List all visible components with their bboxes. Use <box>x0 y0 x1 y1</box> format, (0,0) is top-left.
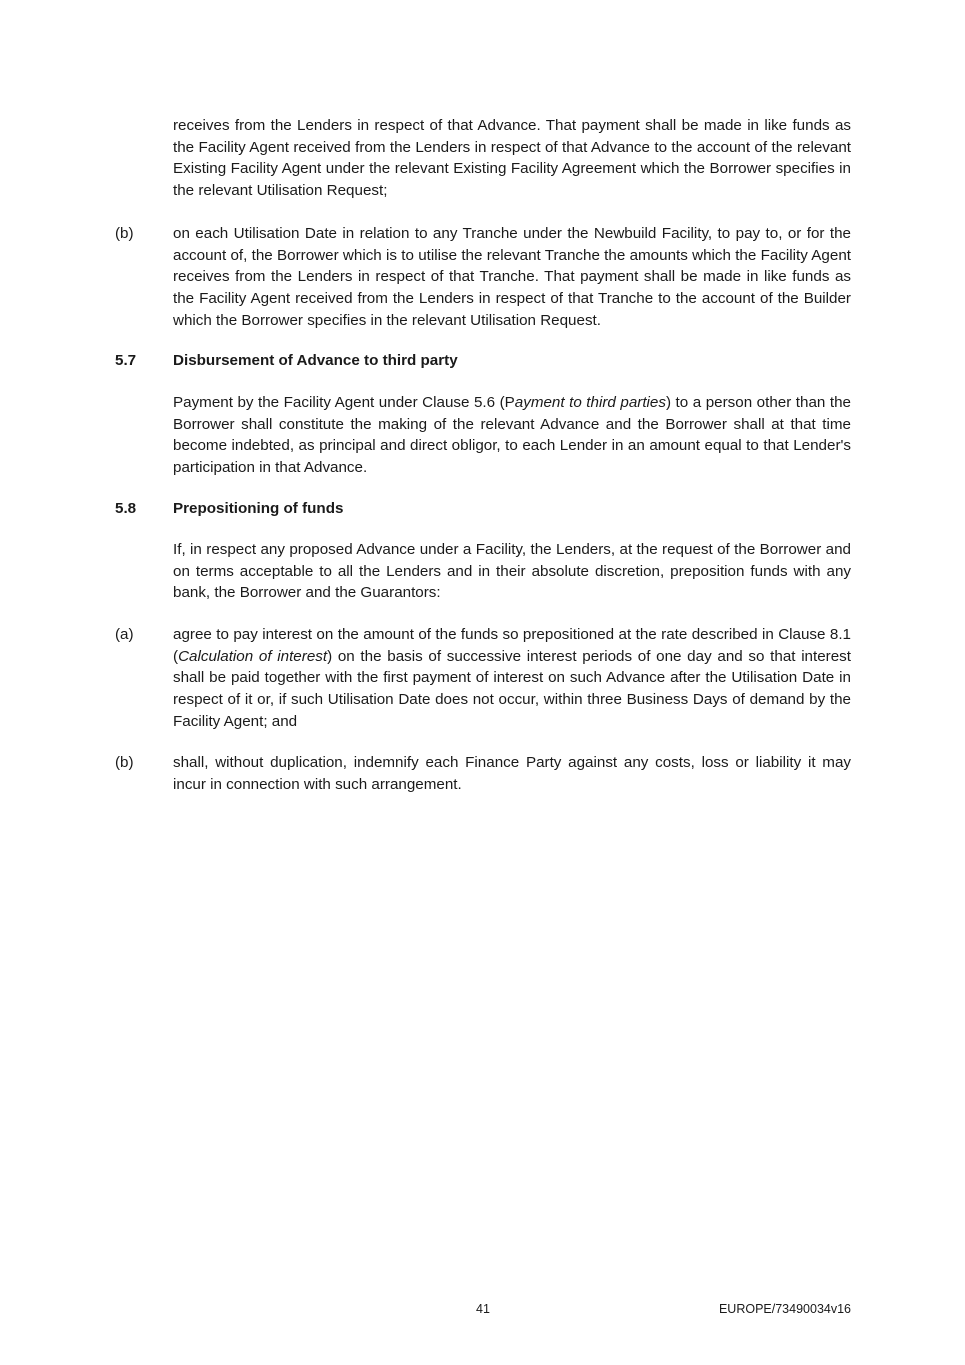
section-5-8-title: Prepositioning of funds <box>173 500 344 517</box>
section-5-7-body-post: ) to a person other than the Borrower shall constitute the making of the relevant Advance and the Borrower shall at that time become indebted, as principal and direct obligor, to each Lender in an amount equal to that Lender's participation in that Advance. <box>173 394 851 477</box>
item-b2-text: shall, without duplication, indemnify each Finance Party against any costs, loss or liability it may incur in connection with such arrangement. <box>173 754 851 793</box>
item-a-text-post: ) on the basis of successive interest periods of one day and so that interest shall be paid together with the first payment of interest on such Advance after the Utilisation Date in respect of it or, if such Utilisation Date does not occur, within three Business Days of demand by the Facility Agent; and <box>173 647 851 730</box>
intro-continuation-paragraph: receives from the Lenders in respect of that Advance. That payment shall be made in like funds as the Facility Agent received from the Lenders in respect of that Advance to the account of the relevant Existing Facility Agent under the relevant Existing Facility Agreement which the Borrower specifies in the relevant Utilisation Request; <box>173 117 851 200</box>
section-5-8-body: If, in respect any proposed Advance under a Facility, the Lenders, at the request of the Borrower and on terms acceptable to all the Lenders and in their absolute discretion, preposition funds with any bank, the Borrower and the Guarantors: <box>173 541 851 602</box>
section-5-7-title: Disbursement of Advance to third party <box>173 352 458 369</box>
item-b-label: (b) <box>115 225 134 242</box>
section-5-7-number: 5.7 <box>115 352 137 369</box>
item-b-text: on each Utilisation Date in relation to any Tranche under the Newbuild Facility, to pay to, or for the account of, the Borrower which is to utilise the relevant Tranche the amounts which the Facility Agent receives from the Lenders in respect of that Tranche. That payment shall be made in like funds as the Facility Agent received from the Lenders in respect of that Tranche to the account of the Builder which the Borrower specifies in the relevant Utilisation Request. <box>173 225 851 329</box>
item-a-text <box>173 624 851 733</box>
section-5-7-body-pre: Payment by the Facility Agent under Clause 5.6 (P <box>173 394 515 411</box>
item-a-text-pre: agree to pay interest on the amount of the funds so prepositioned at the rate described in Clause 8.1 ( <box>173 626 851 665</box>
item-b2-label: (b) <box>115 754 134 771</box>
section-5-7-body-italic: ayment to third parties <box>514 394 666 411</box>
footer-page-number: 41 <box>476 1302 490 1316</box>
section-5-7-body <box>173 392 851 479</box>
item-a-text-italic: Calculation of interest <box>178 647 328 665</box>
footer-doc-ref: EUROPE/73490034v16 <box>718 1302 851 1316</box>
item-a-label: (a) <box>115 626 134 643</box>
section-5-8-number: 5.8 <box>115 500 137 517</box>
